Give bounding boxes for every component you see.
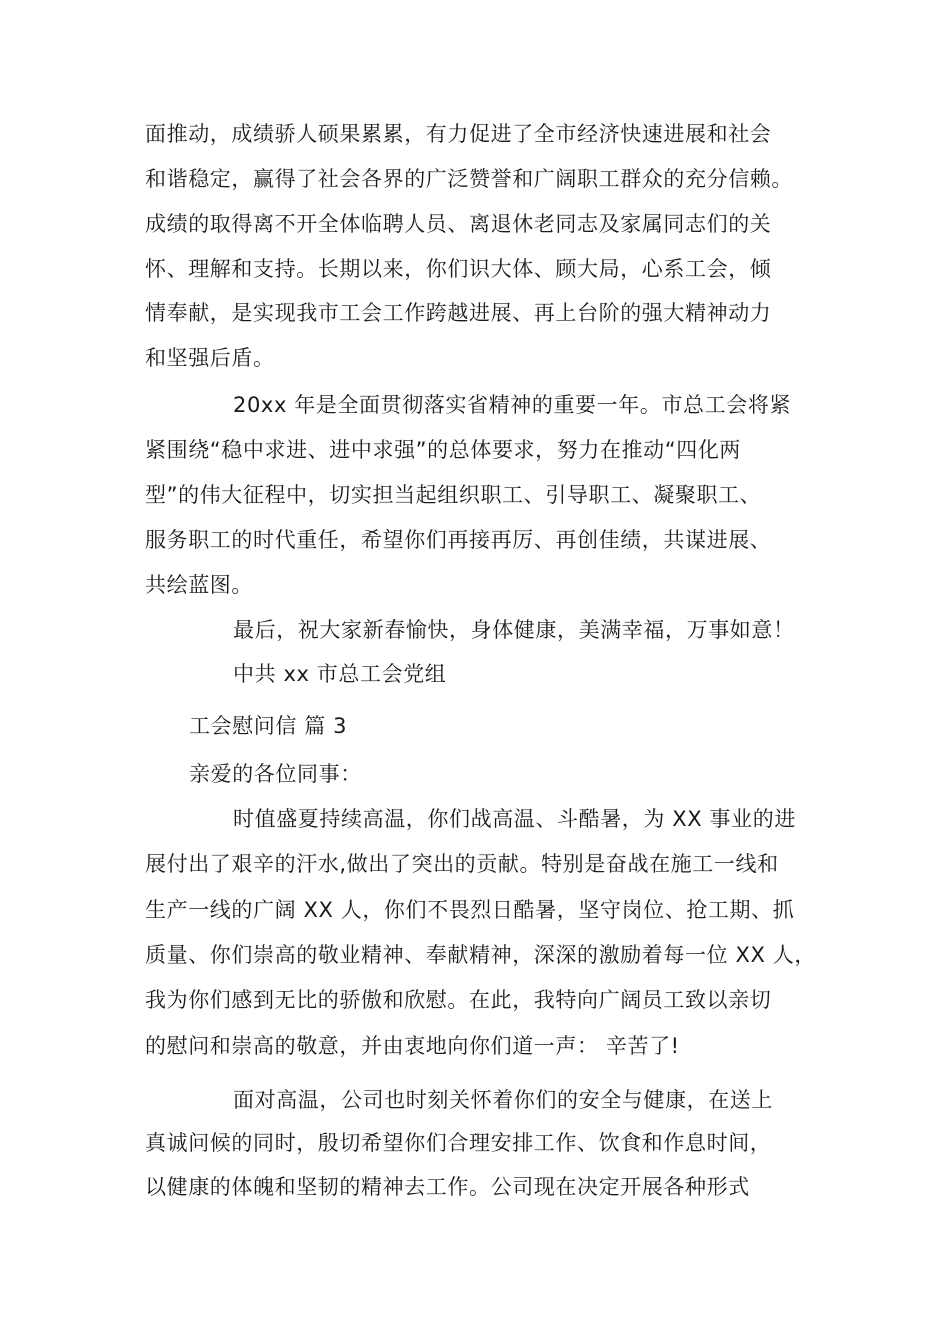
text-line: 最后，祝大家新春愉快，身体健康，美满幸福，万事如意！ [233,618,795,642]
salutation: 亲爱的各位同事： [189,762,362,786]
text-line: 展付出了艰辛的汗水,做出了突出的贡献。特别是奋战在施工一线和 [145,852,779,876]
text-line: 质量、你们崇高的敬业精神、奉献精神，深深的激励着每一位 XX 人， [145,943,816,967]
text-line: 时值盛夏持续高温，你们战高温、斗酷暑，为 XX 事业的进 [233,807,796,831]
text-line: 面对高温，公司也时刻关怀着你们的安全与健康，在送上 [233,1088,773,1112]
text-line: 和谐稳定，赢得了社会各界的广泛赞誉和广阔职工群众的充分信赖。 [145,167,793,191]
text-line: 的慰问和崇高的敬意，并由衷地向你们道一声： 辛苦了! [145,1034,680,1058]
text-line: 以健康的体魄和坚韧的精神去工作。公司现在决定开展各种形式 [145,1175,750,1199]
text-line: 共绘蓝图。 [145,573,253,597]
text-line: 型”的伟大征程中，切实担当起组织职工、引导职工、凝聚职工、 [145,483,762,507]
text-line: 服务职工的时代重任，希望你们再接再厉、再创佳绩，共谋进展、 [145,528,772,552]
text-line: 真诚问候的同时，殷切希望你们合理安排工作、饮食和作息时间， [145,1131,772,1155]
text-line: 情奉献，是实现我市工会工作跨越进展、再上台阶的强大精神动力 [145,301,772,325]
signature-line: 中共 xx 市总工会党组 [233,662,447,686]
text-line: 面推动，成绩骄人硕果累累，有力促进了全市经济快速进展和社会 [145,122,772,146]
section-heading: 工会慰问信 篇 3 [189,714,348,738]
text-line: 成绩的取得离不开全体临聘人员、离退休老同志及家属同志们的关 [145,212,772,236]
text-line: 和坚强后盾。 [145,346,275,370]
text-line: 怀、理解和支持。长期以来，你们识大体、顾大局，心系工会，倾 [145,257,772,281]
text-line: 生产一线的广阔 XX 人，你们不畏烈日酷暑，坚守岗位、抢工期、抓 [145,898,795,922]
text-line: 紧围绕“稳中求进、进中求强”的总体要求，努力在推动“四化两 [145,438,742,462]
text-line: 我为你们感到无比的骄傲和欣慰。在此，我特向广阔员工致以亲切 [145,988,772,1012]
text-line: 20xx 年是全面贯彻落实省精神的重要一年。市总工会将紧 [233,393,792,417]
